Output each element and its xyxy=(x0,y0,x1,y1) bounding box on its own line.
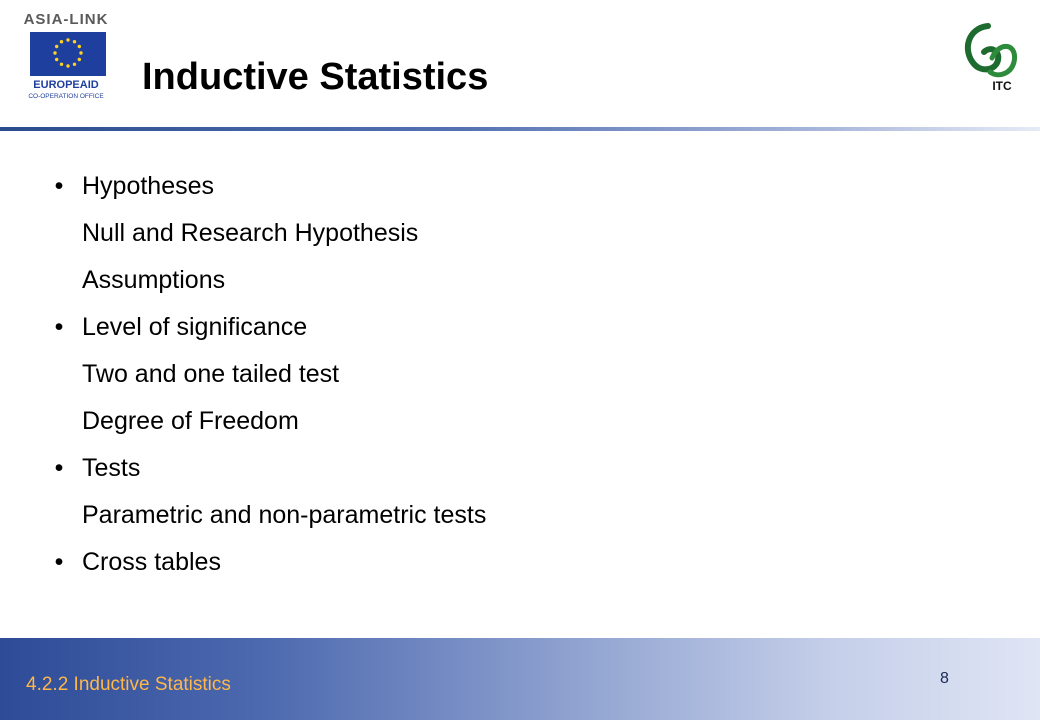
list-item xyxy=(44,398,944,445)
bullet-marker: • xyxy=(54,548,64,576)
itc-logo-text: ITC xyxy=(992,79,1012,93)
list-item xyxy=(44,257,944,304)
list-item xyxy=(44,539,944,586)
europeaid-logo-text: EUROPEAID xyxy=(33,79,99,91)
list-item-text: Level of significance xyxy=(82,313,308,341)
itc-logo-icon xyxy=(958,18,1020,94)
list-item xyxy=(44,492,944,539)
list-item-text: Tests xyxy=(82,454,141,482)
footer-section-label: 4.2.2 Inductive Statistics xyxy=(26,674,231,695)
bullet-marker: • xyxy=(54,313,64,341)
title-divider xyxy=(0,127,1040,131)
list-item xyxy=(44,210,944,257)
list-item xyxy=(44,445,944,492)
list-item-text: Parametric and non-parametric tests xyxy=(82,501,487,529)
page-number: 8 xyxy=(940,670,949,687)
list-item xyxy=(44,304,944,351)
list-item-text: Assumptions xyxy=(82,266,226,294)
slide-title: Inductive Statistics xyxy=(142,56,489,98)
bullet-list xyxy=(44,163,944,586)
cooperation-office-text: CO-OPERATION OFFICE xyxy=(28,93,104,100)
list-item-text: Two and one tailed test xyxy=(82,360,340,388)
list-item xyxy=(44,163,944,210)
eu-flag-icon xyxy=(30,32,106,76)
list-item-text: Null and Research Hypothesis xyxy=(82,219,419,247)
list-item-text: Cross tables xyxy=(82,548,221,576)
bullet-marker: • xyxy=(54,454,64,482)
slide-footer xyxy=(0,638,1040,720)
list-item-text: Hypotheses xyxy=(82,172,215,200)
list-item xyxy=(44,351,944,398)
asia-link-europeaid-logo xyxy=(10,8,122,102)
bullet-marker: • xyxy=(54,172,64,200)
list-item-text: Degree of Freedom xyxy=(82,407,299,435)
asia-link-logo-text: ASIA-LINK xyxy=(23,11,109,28)
